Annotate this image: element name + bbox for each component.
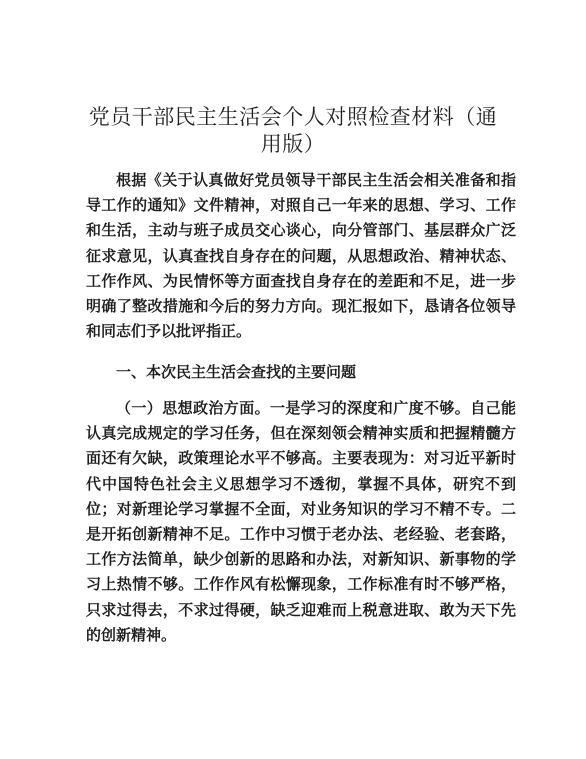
section-heading: 一、本次民主生活会查找的主要问题	[116, 363, 357, 381]
document-title: 党员干部民主生活会个人对照检查材料（通用版）	[88, 105, 498, 156]
section-paragraph: （一）思想政治方面。一是学习的深度和广度不够。自己能认真完成规定的学习任务，但在深刻领会精神实质和把握精髓方面还有欠缺，政策理论水平不够高。主要表现为：对习近平新时代中国特色社会主义思想学习不透彻，掌握不具体，研究不到位；对新理论学习掌握不全面，对业务知识的学习不精不专。二是开拓创新精神不足。工作中习惯于老办法、老经验、老套路，工作方法简单，缺少创新的思路和办法，对新知识、新事物的学习上热情不够。工作作风有松懈现象，工作标准有时不够严格，只求过得去，不求过得硬，缺乏迎难而上税意进取、敢为天下先的创新精神。	[86, 399, 516, 644]
intro-paragraph: 根据《关于认真做好党员领导干部民主生活会相关准备和指导工作的通知》文件精神，对照自己一年来的思想、学习、工作和生活，主动与班子成员交心谈心，向分管部门、基层群众广泛征求意见，认真查找自身存在的问题，从思想政治、精神状态、工作作风、为民情怀等方面查找自身存在的差距和不足，进一步明确了整改措施和今后的努力方向。现汇报如下，恳请各位领导和同志们予以批评指正。	[86, 171, 516, 341]
